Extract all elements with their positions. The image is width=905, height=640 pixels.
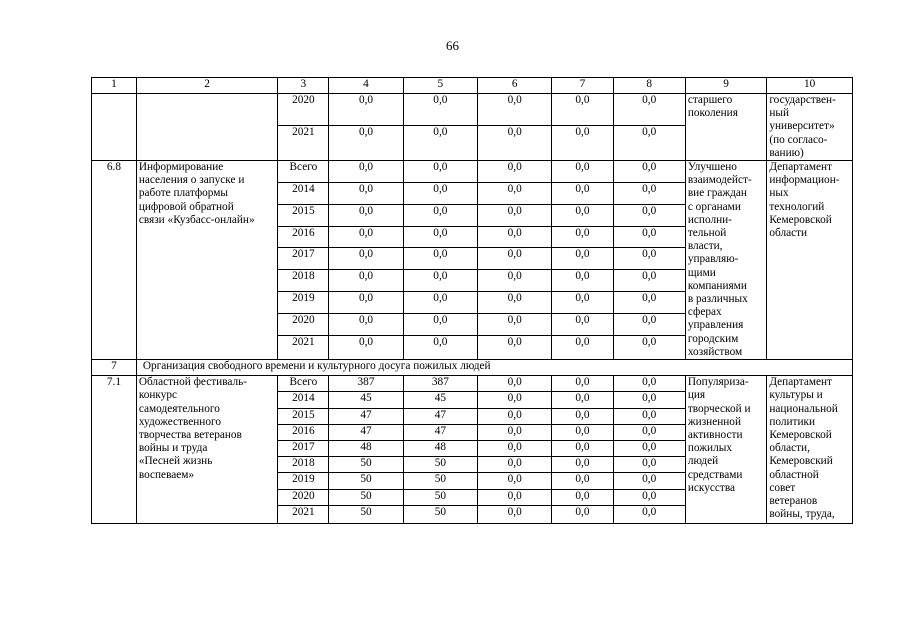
value-cell: 45: [403, 392, 477, 408]
header-cell: 10: [767, 78, 853, 94]
value-cell: 0,0: [552, 441, 613, 457]
cell-line: Кемеровский: [769, 455, 833, 468]
value-cell: 0,0: [478, 457, 552, 473]
value-cell: 0,0: [552, 125, 613, 160]
cell-line: конкурс: [138, 389, 178, 402]
year-cell: 2019: [278, 473, 329, 489]
value-cell: 387: [329, 376, 403, 392]
table-row: [92, 376, 853, 392]
value-cell: 0,0: [552, 505, 613, 523]
value-cell: 0,0: [478, 204, 552, 226]
value-cell: 0,0: [329, 226, 403, 248]
cell-line: исполни-: [687, 213, 732, 226]
value-cell: 0,0: [552, 457, 613, 473]
cell-line: Областной фестиваль-: [138, 376, 248, 389]
cell-line: старшего: [687, 94, 733, 106]
item-name: [136, 161, 278, 360]
value-cell: 0,0: [329, 94, 403, 126]
cell-line: Популяриза-: [687, 376, 749, 389]
value-cell: 45: [329, 392, 403, 408]
value-cell: 0,0: [329, 313, 403, 335]
responsible-executor: [767, 94, 853, 161]
cell-line: государствен-: [769, 94, 836, 106]
cell-line: работе платформы: [138, 187, 229, 200]
value-cell: 0,0: [478, 424, 552, 440]
value-cell: 0,0: [403, 292, 477, 314]
value-cell: 0,0: [329, 270, 403, 292]
cell-line: щими: [687, 266, 716, 279]
year-cell: 2018: [278, 270, 329, 292]
value-cell: 0,0: [552, 376, 613, 392]
header-cell: 6: [478, 78, 552, 94]
cell-line: в различных: [687, 293, 748, 306]
section-title: Организация свободного времени и культурного досуга пожилых людей: [136, 360, 852, 376]
cell-line: пожилых: [687, 442, 732, 455]
header-cell: 3: [278, 78, 329, 94]
cell-line: Кемеровской: [769, 429, 832, 442]
value-cell: 0,0: [478, 473, 552, 489]
value-cell: 0,0: [613, 125, 685, 160]
value-cell: 0,0: [552, 226, 613, 248]
value-cell: 0,0: [613, 424, 685, 440]
cell-line: тельной: [687, 227, 727, 240]
cell-line: средствами: [687, 468, 743, 481]
cell-line: искусства: [687, 481, 736, 494]
year-cell: 2015: [278, 204, 329, 226]
value-cell: 0,0: [552, 313, 613, 335]
value-cell: 0,0: [478, 505, 552, 523]
value-cell: 0,0: [478, 125, 552, 160]
cell-line: национальной: [769, 402, 838, 415]
cell-line: Улучшено: [687, 161, 737, 174]
value-cell: 0,0: [329, 248, 403, 270]
section-row: [92, 360, 853, 376]
cell-line: взаимодейст-: [687, 174, 752, 187]
cell-line: области: [769, 227, 808, 240]
value-cell: 0,0: [403, 125, 477, 160]
value-cell: 0,0: [552, 424, 613, 440]
expected-result: [685, 94, 766, 161]
value-cell: 0,0: [552, 292, 613, 314]
value-cell: 0,0: [613, 489, 685, 505]
cell-line: творчества ветеранов: [138, 429, 242, 442]
value-cell: 50: [403, 457, 477, 473]
cell-line: университет»: [769, 120, 835, 133]
value-cell: 0,0: [329, 292, 403, 314]
cell-line: власти,: [687, 240, 723, 253]
cell-line: вие граждан: [687, 187, 747, 200]
cell-line: ция: [687, 389, 706, 402]
cell-line: ванию): [769, 146, 804, 159]
cell-line: связи «Кузбасс-онлайн»: [138, 213, 255, 226]
cell-line: войны и труда: [138, 442, 208, 455]
value-cell: 50: [403, 489, 477, 505]
value-cell: 47: [403, 408, 477, 424]
cell-line: воспеваем»: [138, 468, 195, 481]
value-cell: 0,0: [478, 182, 552, 204]
item-name: [136, 94, 278, 161]
value-cell: 0,0: [552, 270, 613, 292]
value-cell: 0,0: [329, 125, 403, 160]
year-cell: Всего: [278, 161, 329, 183]
cell-line: культуры и: [769, 389, 823, 402]
value-cell: 0,0: [329, 182, 403, 204]
value-cell: 0,0: [329, 335, 403, 359]
value-cell: 0,0: [478, 313, 552, 335]
year-cell: 2016: [278, 226, 329, 248]
table-row: [92, 94, 853, 126]
value-cell: 0,0: [613, 292, 685, 314]
value-cell: 0,0: [613, 505, 685, 523]
value-cell: 0,0: [613, 408, 685, 424]
value-cell: 0,0: [403, 313, 477, 335]
value-cell: 0,0: [478, 408, 552, 424]
section-number: 7: [92, 360, 137, 376]
header-cell: 2: [136, 78, 278, 94]
cell-line: Департамент: [769, 161, 832, 174]
responsible-executor: [767, 161, 853, 360]
year-cell: 2020: [278, 489, 329, 505]
header-cell: 4: [329, 78, 403, 94]
value-cell: 0,0: [478, 270, 552, 292]
header-cell: 9: [685, 78, 766, 94]
cell-line: «Песней жизнь: [138, 455, 213, 468]
value-cell: 0,0: [613, 270, 685, 292]
year-cell: 2015: [278, 408, 329, 424]
value-cell: 50: [403, 473, 477, 489]
value-cell: 0,0: [613, 94, 685, 126]
value-cell: 0,0: [613, 392, 685, 408]
header-cell: 7: [552, 78, 613, 94]
value-cell: 0,0: [613, 376, 685, 392]
value-cell: 0,0: [613, 335, 685, 359]
page-number: 66: [446, 38, 459, 53]
value-cell: 0,0: [403, 204, 477, 226]
header-cell: 5: [403, 78, 477, 94]
value-cell: 47: [329, 424, 403, 440]
header-cell: 1: [92, 78, 137, 94]
cell-line: ветеранов: [769, 495, 818, 508]
value-cell: 0,0: [613, 182, 685, 204]
value-cell: 0,0: [478, 335, 552, 359]
cell-line: сферах: [687, 306, 722, 319]
cell-line: ных: [769, 187, 789, 200]
year-cell: 2018: [278, 457, 329, 473]
year-cell: 2017: [278, 441, 329, 457]
value-cell: 0,0: [552, 94, 613, 126]
cell-line: художественного: [138, 415, 222, 428]
table-row: [92, 161, 853, 183]
value-cell: 0,0: [552, 248, 613, 270]
cell-line: технологий: [769, 200, 825, 213]
item-number: 7.1: [92, 376, 137, 524]
cell-line: хозяйством: [687, 345, 743, 358]
cell-line: области,: [769, 442, 810, 455]
value-cell: 0,0: [478, 376, 552, 392]
value-cell: 0,0: [552, 392, 613, 408]
value-cell: 50: [329, 473, 403, 489]
value-cell: 0,0: [552, 161, 613, 183]
value-cell: 0,0: [552, 335, 613, 359]
cell-line: областной: [769, 468, 819, 481]
value-cell: 0,0: [613, 248, 685, 270]
item-number: 6.8: [92, 161, 137, 360]
cell-line: с органами: [687, 200, 741, 213]
year-cell: 2016: [278, 424, 329, 440]
value-cell: 0,0: [552, 182, 613, 204]
value-cell: 0,0: [478, 226, 552, 248]
value-cell: 0,0: [478, 248, 552, 270]
cell-line: активности: [687, 429, 743, 442]
value-cell: 0,0: [403, 248, 477, 270]
item-name: [136, 376, 278, 524]
value-cell: 0,0: [613, 457, 685, 473]
cell-line: ный: [769, 107, 790, 120]
header-row: [92, 78, 853, 94]
value-cell: 0,0: [478, 489, 552, 505]
value-cell: 50: [403, 505, 477, 523]
value-cell: 0,0: [613, 473, 685, 489]
value-cell: 0,0: [613, 313, 685, 335]
year-cell: 2014: [278, 392, 329, 408]
value-cell: 0,0: [403, 182, 477, 204]
value-cell: 0,0: [403, 270, 477, 292]
cell-line: Информирование: [138, 161, 224, 174]
value-cell: 0,0: [552, 473, 613, 489]
value-cell: 50: [329, 457, 403, 473]
value-cell: 0,0: [478, 292, 552, 314]
year-cell: 2014: [278, 182, 329, 204]
year-cell: 2020: [278, 94, 329, 126]
year-cell: 2021: [278, 335, 329, 359]
value-cell: 0,0: [613, 204, 685, 226]
value-cell: 0,0: [552, 204, 613, 226]
value-cell: 0,0: [613, 226, 685, 248]
cell-line: войны, труда,: [769, 508, 835, 521]
value-cell: 50: [329, 489, 403, 505]
cell-line: Кемеровской: [769, 213, 832, 226]
cell-line: творческой и: [687, 402, 751, 415]
value-cell: 48: [329, 441, 403, 457]
cell-line: информацион-: [769, 174, 840, 187]
value-cell: 0,0: [403, 94, 477, 126]
value-cell: 0,0: [478, 94, 552, 126]
cell-line: управляю-: [687, 253, 739, 266]
value-cell: 0,0: [613, 161, 685, 183]
year-cell: 2019: [278, 292, 329, 314]
cell-line: городским: [687, 332, 739, 345]
cell-line: компаниями: [687, 279, 747, 292]
year-cell: 2017: [278, 248, 329, 270]
value-cell: 0,0: [552, 408, 613, 424]
item-number: [92, 94, 137, 161]
value-cell: 0,0: [329, 204, 403, 226]
expected-result: [685, 161, 766, 360]
cell-line: (по согласо-: [769, 133, 828, 146]
year-cell: 2021: [278, 505, 329, 523]
cell-line: людей: [687, 455, 719, 468]
value-cell: 47: [329, 408, 403, 424]
value-cell: 0,0: [329, 161, 403, 183]
cell-line: цифровой обратной: [138, 200, 234, 213]
value-cell: 0,0: [613, 441, 685, 457]
cell-line: жизненной: [687, 415, 742, 428]
table-body: [92, 78, 853, 524]
year-cell: 2020: [278, 313, 329, 335]
expected-result: [685, 376, 766, 524]
value-cell: 0,0: [478, 392, 552, 408]
responsible-executor: [767, 376, 853, 524]
value-cell: 0,0: [403, 335, 477, 359]
value-cell: 387: [403, 376, 477, 392]
program-table: [91, 77, 853, 524]
value-cell: 0,0: [403, 161, 477, 183]
cell-line: Департамент: [769, 376, 832, 389]
cell-line: управления: [687, 319, 744, 332]
value-cell: 0,0: [403, 226, 477, 248]
cell-line: поколения: [687, 107, 738, 120]
cell-line: совет: [769, 481, 796, 494]
value-cell: 0,0: [478, 441, 552, 457]
year-cell: Всего: [278, 376, 329, 392]
cell-line: населения о запуске и: [138, 174, 245, 187]
cell-line: политики: [769, 415, 816, 428]
header-cell: 8: [613, 78, 685, 94]
value-cell: 0,0: [478, 161, 552, 183]
year-cell: 2021: [278, 125, 329, 160]
value-cell: 47: [403, 424, 477, 440]
cell-line: самодеятельного: [138, 402, 220, 415]
value-cell: 50: [329, 505, 403, 523]
value-cell: 48: [403, 441, 477, 457]
value-cell: 0,0: [552, 489, 613, 505]
